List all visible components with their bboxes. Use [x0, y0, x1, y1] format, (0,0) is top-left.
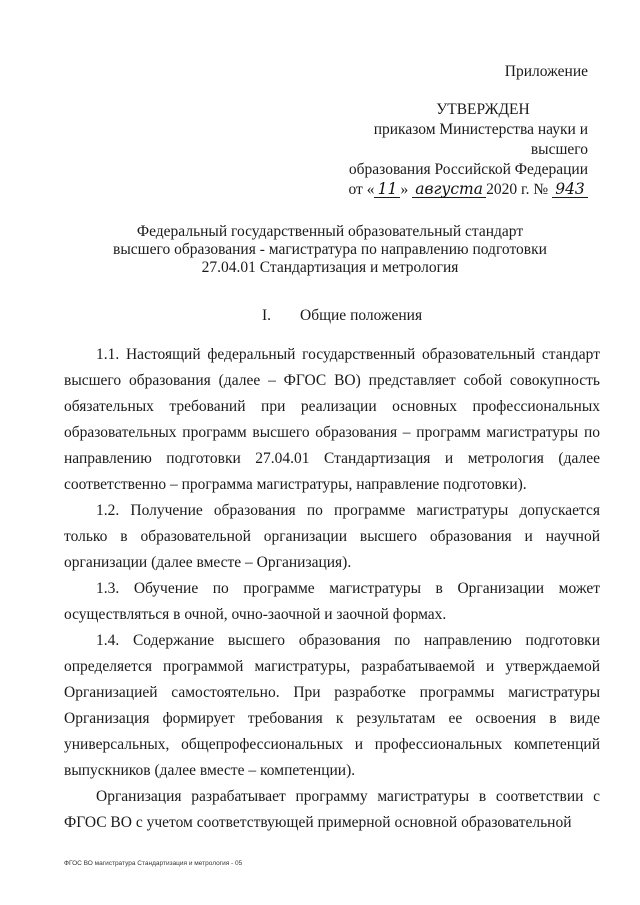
section-number: I. — [262, 307, 272, 324]
approval-block — [318, 62, 588, 200]
handwritten-order-number: 943 — [552, 181, 588, 198]
date-prefix: от « — [348, 181, 375, 198]
title-line-1: Федеральный государственный образовательный стандарт — [136, 223, 524, 240]
order-line-2: образования Российской Федерации — [348, 161, 588, 178]
page-footer: ФГОС ВО магистратура Стандартизация и метрология - 05 — [64, 860, 243, 867]
paragraph-continuation: Организация разрабатывает программу магистратуры в соответствии с ФГОС ВО с учетом соответствующей примерной основной образовательной — [64, 788, 600, 831]
document-title — [60, 223, 600, 277]
order-date-line — [318, 180, 588, 200]
paragraph-1-2: 1.2. Получение образования по программе магистратуры допускается только в образовательной организации высшего образования и научной организации (далее вместе – Организация). — [64, 502, 600, 571]
appendix-label: Приложение — [504, 63, 588, 80]
title-line-2: высшего образования - магистратура по направлению подготовки — [113, 241, 547, 258]
handwritten-day: 11 — [374, 181, 400, 198]
title-line-3: 27.04.01 Стандартизация и метрология — [201, 259, 459, 276]
approved-label: УТВЕРЖДЕН — [436, 101, 530, 118]
section-name: Общие положения — [300, 307, 423, 324]
paragraph-1-3: 1.3. Обучение по программе магистратуры в Организации может осуществляться в очной, очно-заочной и заочной формах. — [64, 580, 600, 623]
year-text: 2020 г. № — [486, 181, 549, 198]
body-text — [64, 342, 600, 836]
paragraph-1-4: 1.4. Содержание высшего образования по направлению подготовки определяется программой магистратуры, разрабатываемой и утверждаемой Организацией самостоятельно. При разработке программы магистратуры Организация формирует требования к результатам ее освоения в виде универсальных, общепрофессиональных и профессиональных компетенций выпускников (далее вместе – компетенции). — [64, 632, 600, 779]
paragraph-1-1: 1.1. Настоящий федеральный государственный образовательный стандарт высшего образования (далее – ФГОС ВО) представляет собой совокупность обязательных требований при реализации основных профессиональных образовательных программ высшего образования – программ магистратуры по направлению подготовки 27.04.01 Стандартизация и метрология (далее соответственно – программа магистратуры, направление подготовки). — [64, 346, 600, 493]
order-line-1: приказом Министерства науки и высшего — [373, 121, 588, 158]
handwritten-month: августа — [412, 181, 486, 198]
date-mid: » — [400, 181, 409, 198]
